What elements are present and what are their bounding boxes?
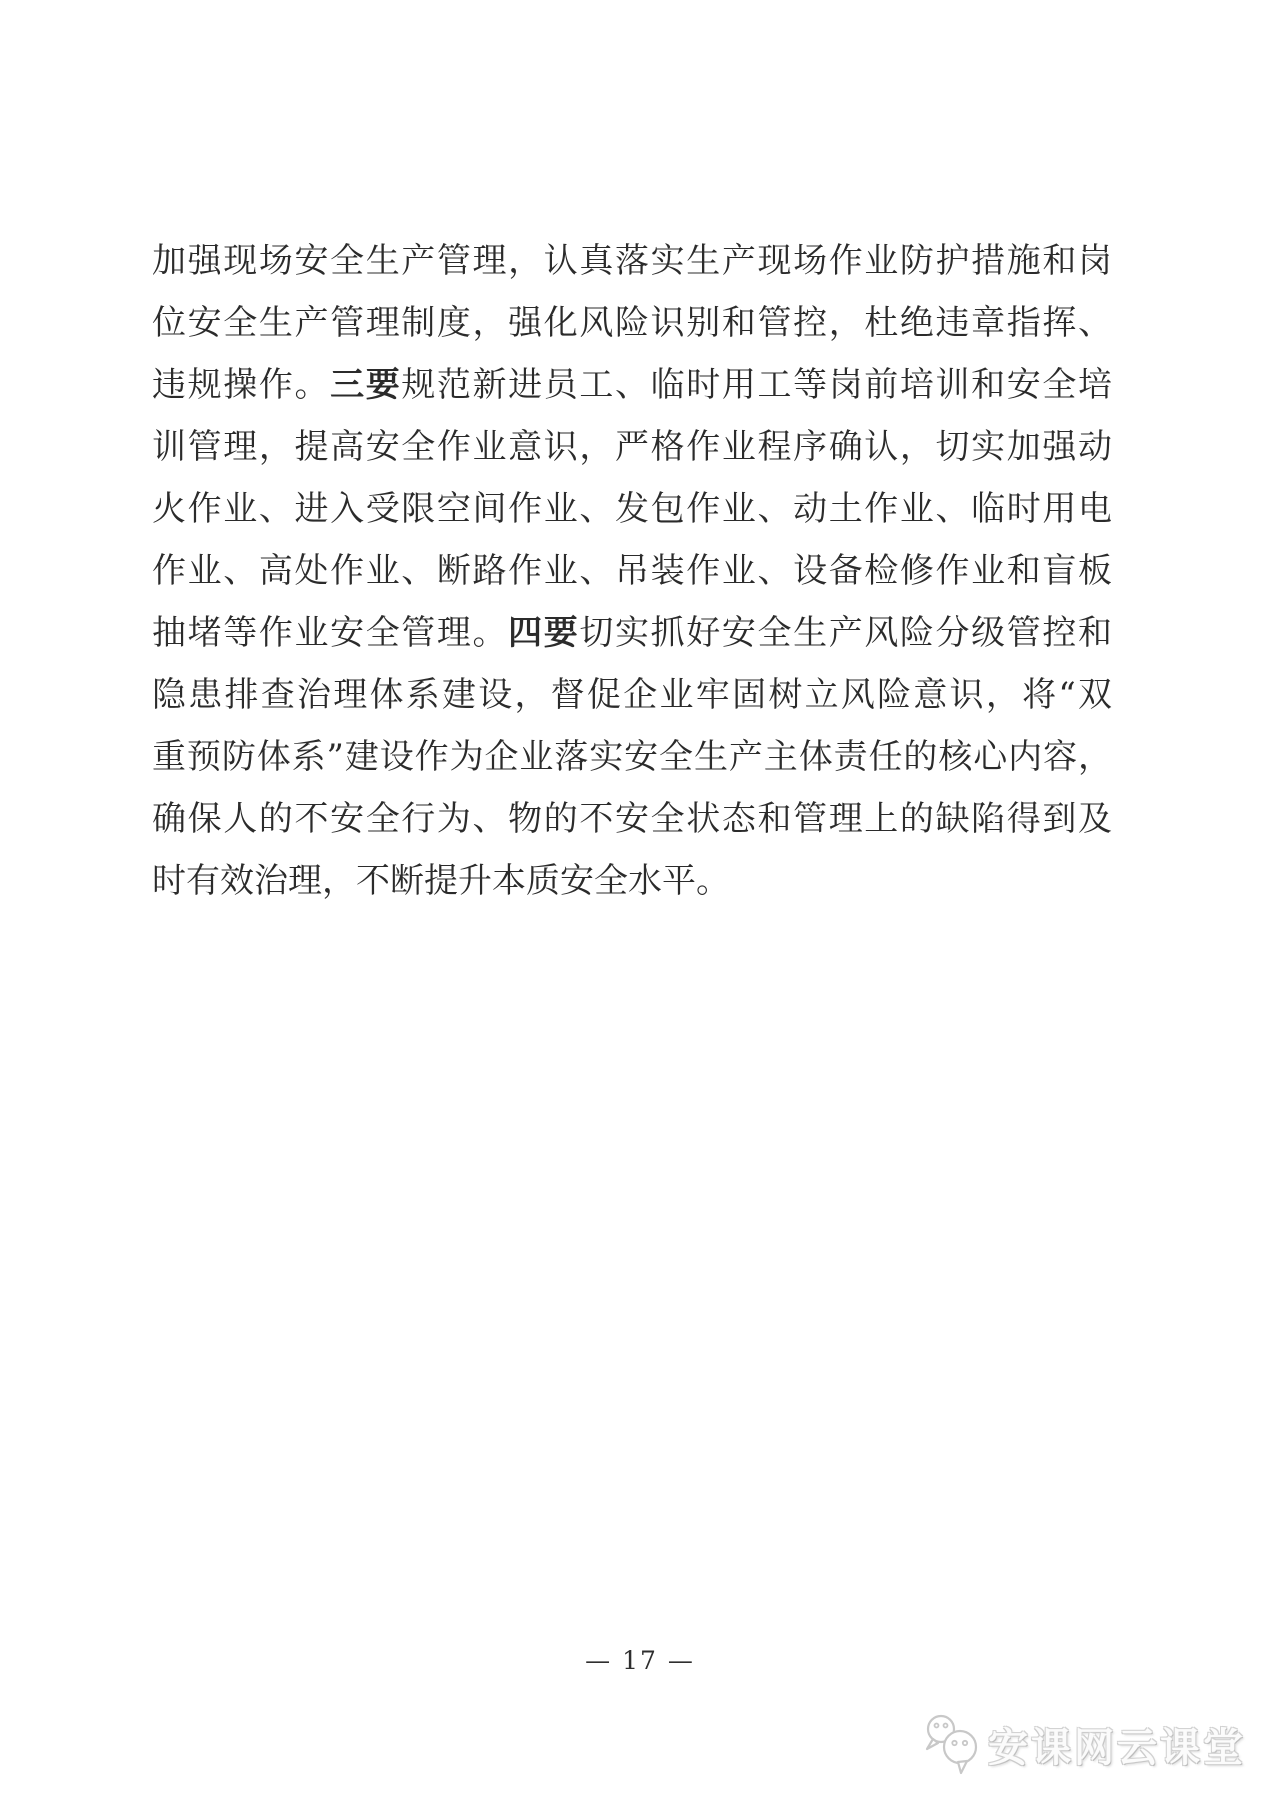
watermark — [922, 1712, 1246, 1776]
text-run: 重预防体系”建设作为企业落实安全生产主体责任的核心内容， — [152, 737, 1112, 777]
text-line — [152, 602, 1112, 664]
text-run: 时有效治理，不断提升本质安全水平。 — [152, 861, 730, 901]
text-line — [152, 416, 1112, 478]
text-line — [152, 478, 1112, 540]
bold-text-run: 四要 — [508, 613, 580, 653]
text-line — [152, 292, 1112, 354]
text-run: 作业、高处作业、断路作业、吊装作业、设备检修作业和盲板 — [152, 551, 1112, 591]
page-number: — 17 — — [585, 1646, 695, 1675]
text-run: 训管理，提高安全作业意识，严格作业程序确认，切实加强动 — [152, 427, 1112, 467]
text-line — [152, 354, 1112, 416]
text-run: 位安全生产管理制度，强化风险识别和管控，杜绝违章指挥、 — [152, 303, 1112, 343]
watermark-text: 安课网云课堂 — [988, 1724, 1246, 1771]
text-run: 确保人的不安全行为、物的不安全状态和管理上的缺陷得到及 — [152, 799, 1112, 839]
text-run: 规范新进员工、临时用工等岗前培训和安全培 — [401, 365, 1113, 405]
text-line — [152, 230, 1112, 292]
text-line — [152, 788, 1112, 850]
text-run: 隐患排查治理体系建设，督促企业牢固树立风险意识，将“双 — [152, 675, 1112, 715]
text-line — [152, 726, 1112, 788]
text-line — [152, 664, 1112, 726]
chat-bubbles-icon — [922, 1712, 982, 1776]
text-line — [152, 850, 1112, 912]
body-paragraph — [152, 230, 1112, 912]
text-run: 加强现场安全生产管理，认真落实生产现场作业防护措施和岗 — [152, 241, 1112, 281]
bold-text-run: 三要 — [330, 365, 402, 405]
text-line — [152, 540, 1112, 602]
text-run: 抽堵等作业安全管理。 — [152, 613, 509, 653]
text-run: 切实抓好安全生产风险分级管控和 — [579, 613, 1113, 653]
text-run: 违规操作。 — [152, 365, 331, 405]
text-run: 火作业、进入受限空间作业、发包作业、动土作业、临时用电 — [152, 489, 1112, 529]
